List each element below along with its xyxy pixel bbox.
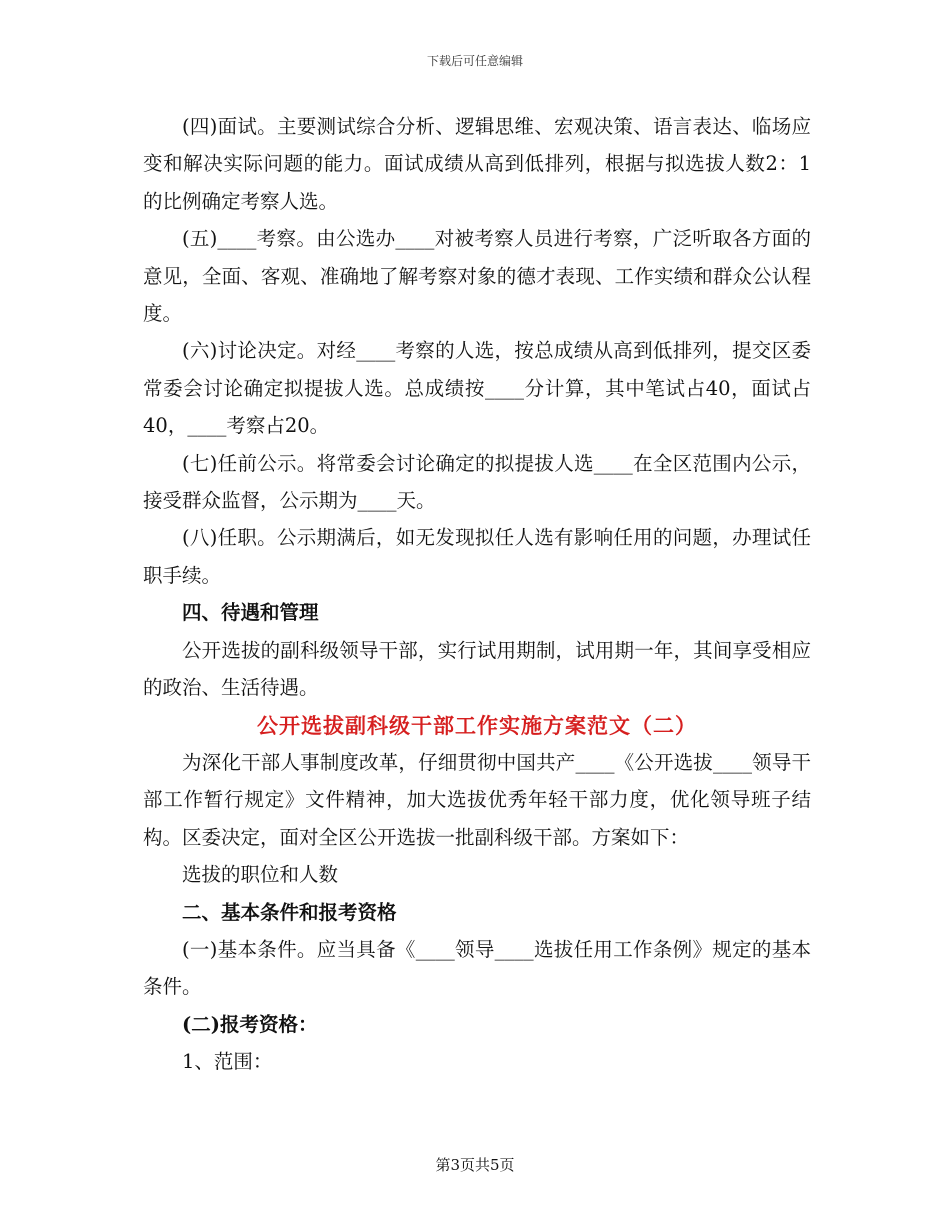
paragraph-positions: 选拔的职位和人数 [182, 863, 339, 887]
paragraph-inspection: (五)____考察。由公选办____对被考察人员进行考察，广泛听取各方面的意见，全面、客观、准确地了解考察对象的德才表现、工作实绩和群众公认程度。 [143, 227, 811, 326]
section-heading-treatment: 四、待遇和管理 [182, 601, 319, 625]
paragraph-treatment: 公开选拔的副科级领导干部，实行试用期制，试用期一年，其间享受相应的政治、生活待遇。 [143, 638, 811, 700]
document-body [143, 108, 811, 1081]
paragraph-publicity: (七)任前公示。将常委会讨论确定的拟提拔人选____在全区范围内公示，接受群众监督，公示期为____天。 [143, 451, 811, 513]
subheading-qualifications: (二)报考资格： [182, 1012, 318, 1036]
subheading-scope: 1、范围： [182, 1050, 273, 1074]
page-number: 第3页共5页 [435, 1156, 515, 1174]
section-heading-conditions: 二、基本条件和报考资格 [182, 900, 397, 924]
paragraph-interview: (四)面试。主要测试综合分析、逻辑思维、宏观决策、语言表达、临场应变和解决实际问题的能力。面试成绩从高到低排列，根据与拟选拔人数2：1的比例确定考察人选。 [143, 115, 811, 213]
paragraph-decision: (六)讨论决定。对经____考察的人选，按总成绩从高到低排列，提交区委常委会讨论确定拟提拔人选。总成绩按____分计算，其中笔试占40，面试占40，____考察占20。 [143, 339, 811, 438]
paragraph-basic-conditions: (一)基本条件。应当具备《____领导____选拔任用工作条例》规定的基本条件。 [143, 937, 811, 999]
document-title: 公开选拔副科级干部工作实施方案范文（二） [257, 712, 697, 738]
paragraph-appointment: (八)任职。公示期满后，如无发现拟任人选有影响任用的问题，办理试任职手续。 [143, 526, 811, 587]
paragraph-intro: 为深化干部人事制度改革，仔细贯彻中国共产____《公开选拔____领导干部工作暂行规定》文件精神，加大选拔优秀年轻干部力度，优化领导班子结构。区委决定，面对全区公开选拔一批副科级干部。方案如下： [143, 750, 811, 849]
page-header: 下载后可任意编辑 [426, 54, 523, 68]
